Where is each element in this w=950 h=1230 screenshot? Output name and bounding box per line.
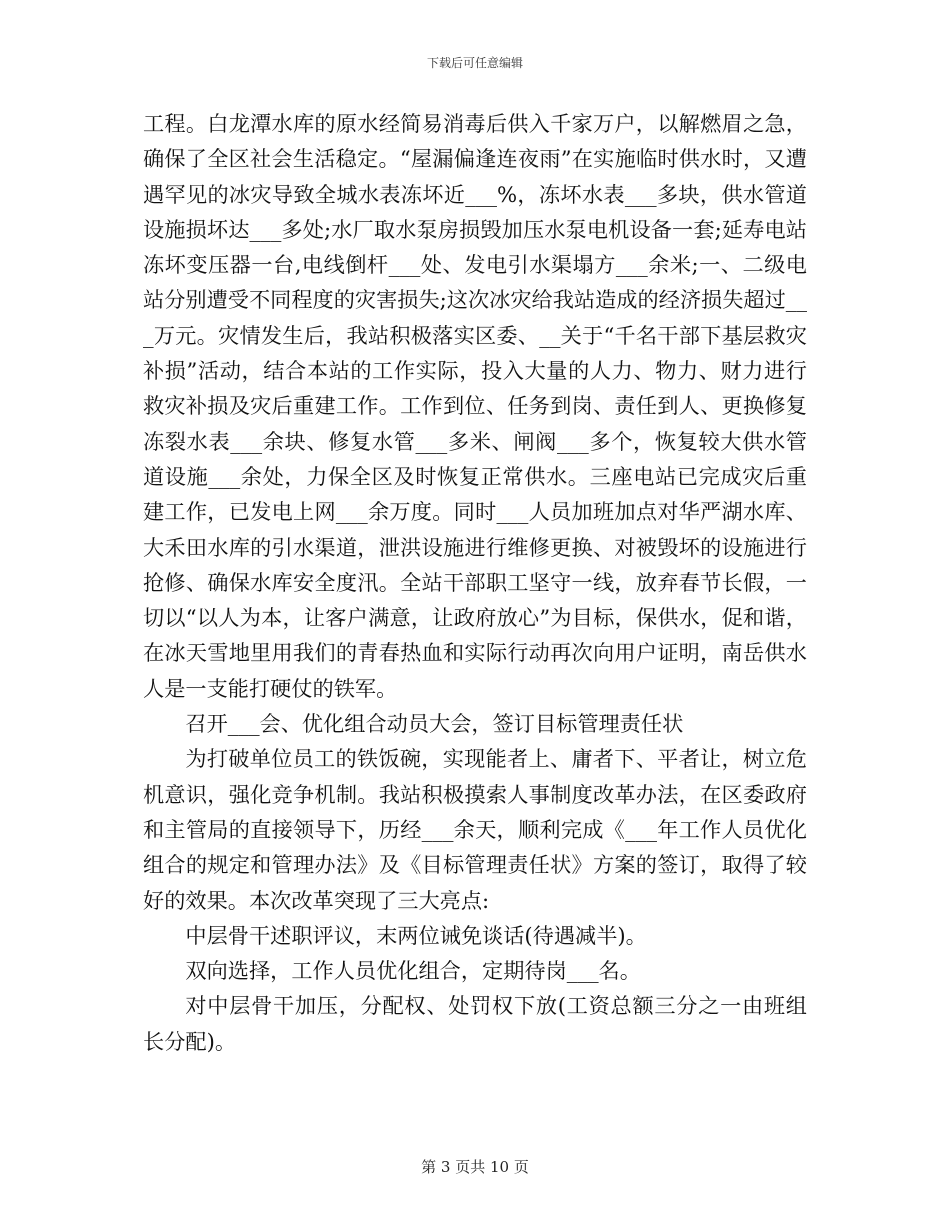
document-body <box>143 106 807 1059</box>
header-note: 下载后可任意编辑 <box>426 56 523 70</box>
section-heading-reform: 召开___会、优化组合动员大会，签订目标管理责任状 <box>185 711 684 737</box>
highlight-item-1: 中层骨干述职评议，末两位诫免谈话(待遇减半)。 <box>185 922 647 948</box>
paragraph-reform: 为打破单位员工的铁饭碗，实现能者上、庸者下、平者让，树立危机意识，强化竞争机制。我站积极摸索人事制度改革办法，在区委政府和主管局的直接领导下，历经___余天，顺利完成《___年工作人员优化组合的规定和管理办法》及《目标管理责任状》方案的签订，取得了较好的效果。本次改革突现了三大亮点: <box>143 746 807 913</box>
paragraph-disaster-relief: 工程。白龙潭水库的原水经简易消毒后供入千家万户，以解燃眉之急，确保了全区社会生活稳定。“屋漏偏逢连夜雨”在实施临时供水时，又遭遇罕见的冰灾导致全城水表冻坏近___%，冻坏水表___多块，供水管道设施损坏达___多处;水厂取水泵房损毁加压水泵电机设备一套;延寿电站冻坏变压器一台,电线倒杆___处、发电引水渠塌方___余米;一、二级电站分别遭受不同程度的灾害损失;这次冰灾给我站造成的经济损失超过___万元。灾情发生后，我站积极落实区委、__关于“千名干部下基层救灾补损”活动，结合本站的工作实际，投入大量的人力、物力、财力进行救灾补损及灾后重建工作。工作到位、任务到岗、责任到人、更换修复冻裂水表___余块、修复水管___多米、闸阀___多个，恢复较大供水管道设施___余处，力保全区及时恢复正常供水。三座电站已完成灾后重建工作，已发电上网___余万度。同时___人员加班加点对华严湖水库、大禾田水库的引水渠道，泄洪设施进行维修更换、对被毁坏的设施进行抢修、确保水库安全度汛。全站干部职工坚守一线，放弃春节长假，一切以“以人为本，让客户满意，让政府放心”为目标，保供水，促和谐，在冰天雪地里用我们的青春热血和实际行动再次向用户证明，南岳供水人是一支能打硬仗的铁军。 <box>143 111 807 701</box>
highlight-item-3: 对中层骨干加压，分配权、处罚权下放(工资总额三分之一由班组长分配)。 <box>143 993 807 1054</box>
page-number: 第 3 页共 10 页 <box>421 1158 529 1176</box>
highlight-item-2: 双向选择，工作人员优化组合，定期待岗___名。 <box>185 958 641 984</box>
